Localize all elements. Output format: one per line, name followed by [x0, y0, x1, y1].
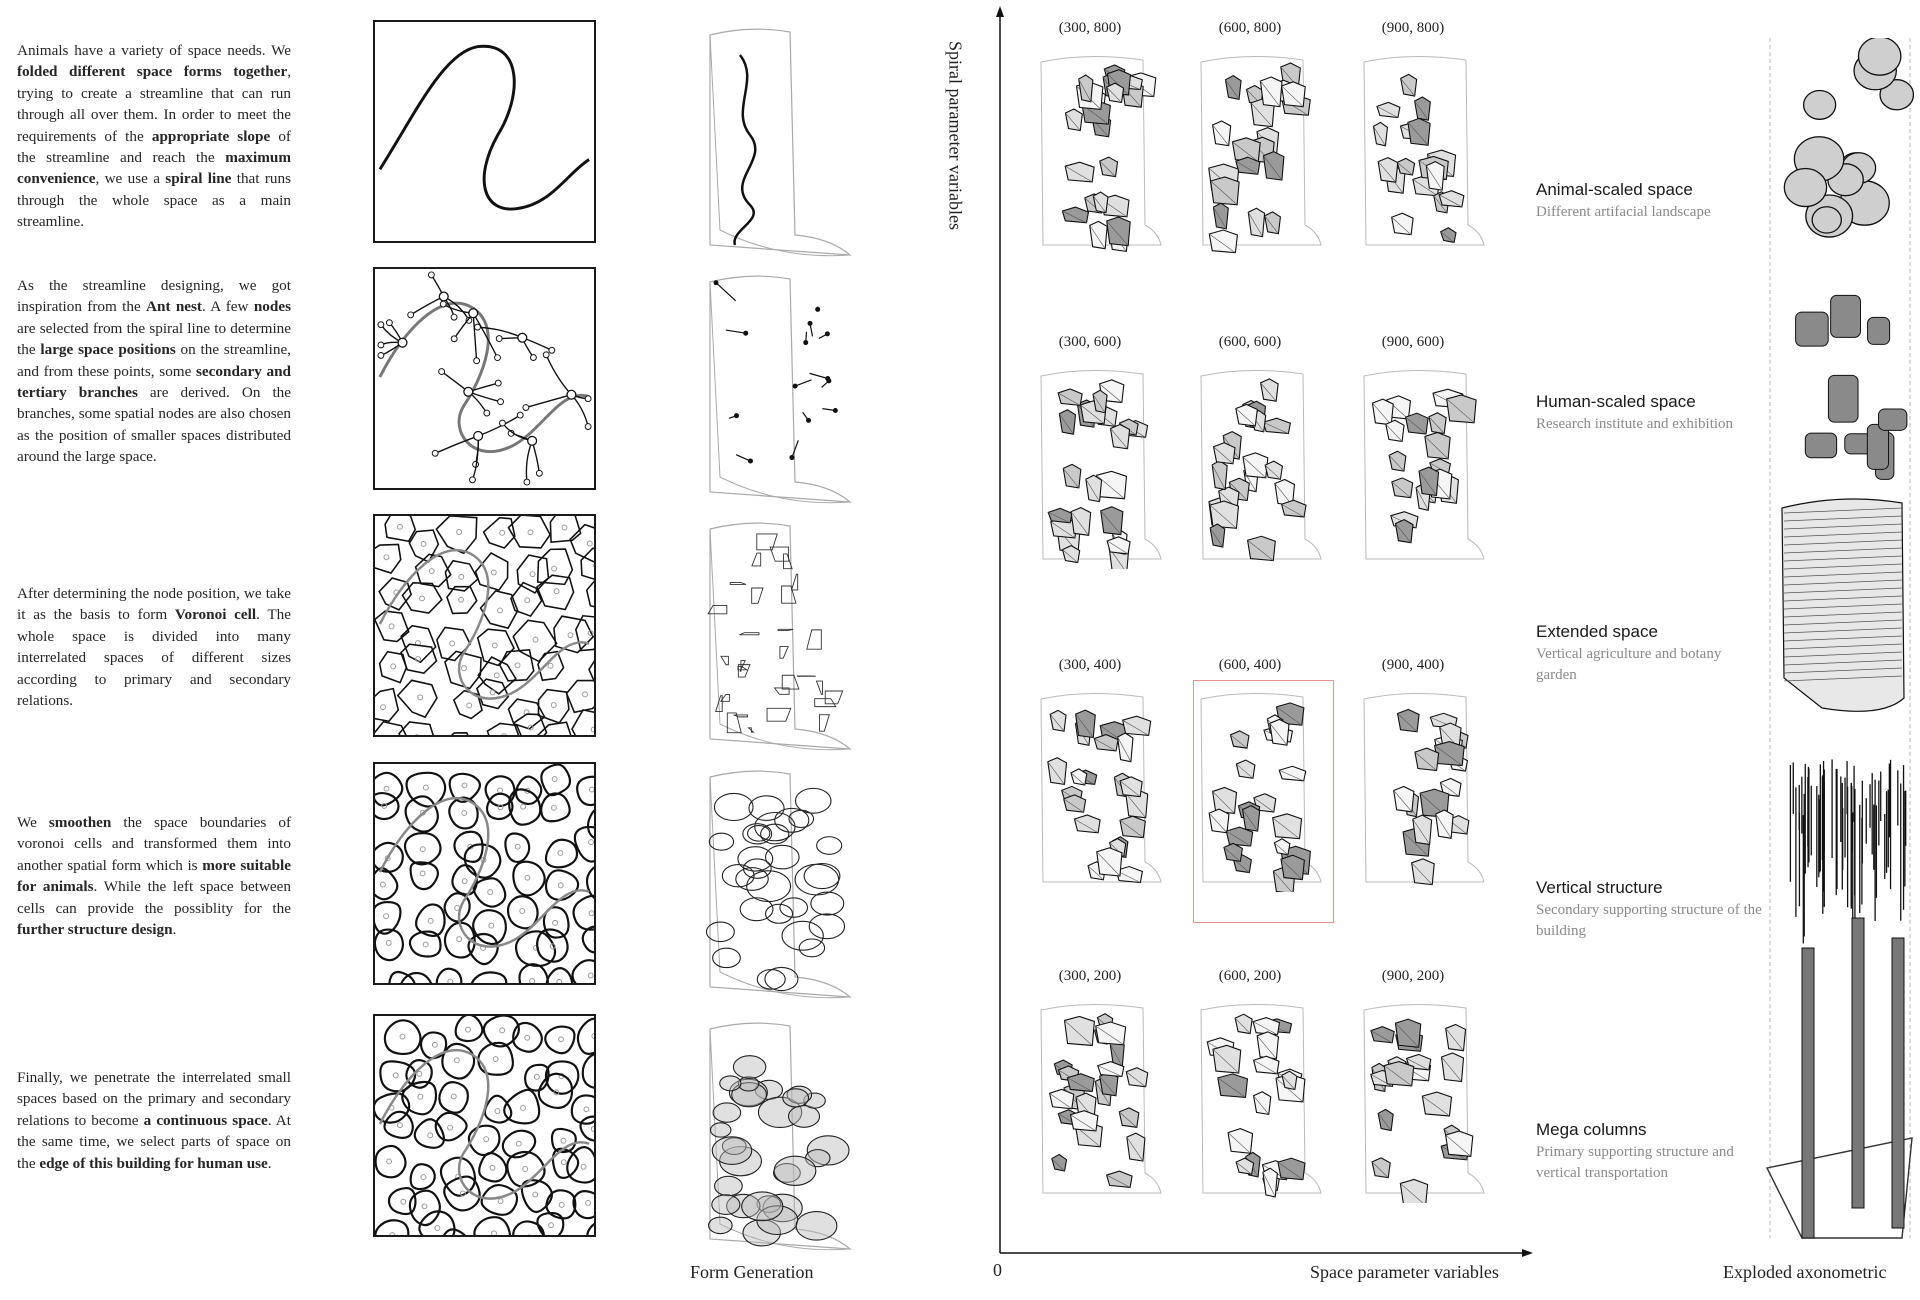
- coordinate-label: (600, 800): [1218, 20, 1282, 36]
- layer-title: Vertical structure: [1536, 878, 1663, 897]
- text-run: We: [17, 814, 49, 831]
- exploded-axonometric: [1762, 38, 1920, 1256]
- sketch-continuous-volume: [690, 1014, 865, 1264]
- text-run: Animals have a variety of space needs. We: [17, 42, 291, 59]
- paragraph-penetrate: [17, 1067, 291, 1174]
- coordinate-label: (900, 400): [1381, 657, 1445, 673]
- bold-phrase: further structure design: [17, 921, 173, 939]
- layer-label-human: [1536, 392, 1733, 435]
- caption-form-generation: Form Generation: [690, 1262, 814, 1282]
- layer-subtitle: Vertical agriculture and botany garden: [1536, 646, 1722, 683]
- coordinate-label: (900, 200): [1381, 968, 1445, 984]
- axis-origin-label: 0: [993, 1260, 1002, 1280]
- coordinate-label: (300, 200): [1058, 968, 1122, 984]
- bold-phrase: a continuous space: [143, 1111, 268, 1129]
- text-run: are derived. On the branches, some spatial nodes are also chosen as the position of smaller spaces distributed around the large space.: [17, 384, 292, 466]
- coordinate-label: (300, 800): [1058, 20, 1122, 36]
- tower-variant: [1193, 998, 1323, 1203]
- text-run: . At the same time, we select parts of space on the: [17, 1111, 291, 1172]
- sketch-smoothed-volume: [690, 762, 865, 1012]
- layer-label-mega-columns: [1536, 1120, 1756, 1183]
- coordinate-label: (900, 600): [1381, 334, 1445, 350]
- layer-subtitle: Different artifacial landscape: [1536, 204, 1711, 220]
- tower-variant: [1193, 364, 1323, 569]
- bold-phrase: spiral line: [165, 170, 232, 188]
- layer-subtitle: Research institute and exhibition: [1536, 416, 1734, 432]
- text-run: , trying to create a streamline that can run through all over them. In order to meet the requirements of the: [17, 63, 291, 145]
- highlight-box: [1193, 680, 1334, 923]
- text-run: on the streamline, and from these points, some: [17, 341, 291, 380]
- text-run: After determining the node position, we take it as the basis to form: [17, 585, 291, 624]
- tower-variant: [1356, 364, 1486, 569]
- tower-variant: [1033, 50, 1163, 255]
- diagram-voronoi-cells: [373, 514, 596, 737]
- sketch-voronoi-volume: [690, 514, 865, 764]
- bold-phrase: maximum convenience: [17, 149, 291, 188]
- tower-variant: [1033, 998, 1163, 1203]
- layer-label-vertical: [1536, 878, 1766, 941]
- tower-variant: [1356, 50, 1486, 255]
- text-run: . While the left space between cells can provide the possiblity for the: [17, 878, 291, 917]
- layer-title: Animal-scaled space: [1536, 180, 1693, 199]
- tower-variant: [1356, 998, 1486, 1203]
- text-run: .: [172, 921, 177, 939]
- caption-exploded-axonometric: Exploded axonometric: [1723, 1262, 1887, 1282]
- coordinate-label: (300, 400): [1058, 657, 1122, 673]
- tower-variant: [1193, 50, 1323, 255]
- layer-label-extended: [1536, 622, 1756, 685]
- paragraph-ant-nest: [17, 275, 291, 468]
- diagram-continuous-space: [373, 1014, 596, 1237]
- text-run: . The whole space is divided into many interrelated spaces of different sizes according to primary and secondary relations.: [17, 606, 291, 710]
- coordinate-label: (600, 600): [1218, 334, 1282, 350]
- paragraph-smoothen: [17, 812, 291, 940]
- layer-title: Extended space: [1536, 622, 1658, 641]
- text-run: , we use a: [95, 170, 166, 188]
- diagram-spiral-line: [373, 20, 596, 243]
- bold-phrase: large space positions: [40, 341, 176, 359]
- x-axis-label: Space parameter variables: [1310, 1262, 1499, 1282]
- tower-variant: [1033, 364, 1163, 569]
- layer-title: Mega columns: [1536, 1120, 1647, 1139]
- layer-subtitle: Secondary supporting structure of the building: [1536, 902, 1762, 939]
- text-run: As the streamline designing, we got inspiration from the: [17, 277, 291, 316]
- text-run: that runs through the whole space as a main streamline.: [17, 170, 291, 231]
- text-run: the space boundaries of voronoi cells and transformed them into another spatial form which is: [17, 814, 292, 874]
- bold-phrase: folded different space forms together: [17, 63, 288, 81]
- sketch-spiral-volume: [690, 20, 865, 270]
- text-run: of the streamline and reach the: [17, 127, 291, 167]
- bold-phrase: secondary and tertiary branches: [17, 362, 291, 402]
- tower-variant: [1356, 687, 1486, 892]
- diagram-smoothed-cells: [373, 762, 596, 985]
- bold-phrase: edge of this building for human use: [39, 1154, 268, 1172]
- diagram-ant-nest-nodes: [373, 267, 596, 490]
- bold-phrase: Voronoi cell: [174, 606, 257, 624]
- text-run: Finally, we penetrate the interrelated small spaces based on the primary and secondary relations to become: [17, 1069, 291, 1129]
- bold-phrase: appropriate slope: [151, 127, 271, 145]
- bold-phrase: smoothen: [48, 814, 112, 831]
- sketch-nodes-volume: [690, 267, 865, 517]
- paragraph-streamline: [17, 40, 291, 233]
- coordinate-label: (600, 400): [1218, 657, 1282, 673]
- layer-title: Human-scaled space: [1536, 392, 1696, 411]
- layer-label-animal: [1536, 180, 1711, 223]
- coordinate-label: (900, 800): [1381, 20, 1445, 36]
- text-run: . A few: [202, 298, 254, 316]
- paragraph-voronoi: [17, 583, 291, 711]
- coordinate-label: (600, 200): [1218, 968, 1282, 984]
- coordinate-label: (300, 600): [1058, 334, 1122, 350]
- text-run: are selected from the spiral line to determine the: [17, 319, 291, 359]
- bold-phrase: Ant nest: [146, 298, 202, 316]
- layer-subtitle: Primary supporting structure and vertical transportation: [1536, 1144, 1734, 1181]
- y-axis-label: Spiral parameter variables: [945, 41, 966, 230]
- bold-phrase: nodes: [253, 298, 291, 316]
- text-run: .: [267, 1154, 272, 1172]
- tower-variant: [1033, 687, 1163, 892]
- bold-phrase: more suitable for animals: [17, 856, 291, 896]
